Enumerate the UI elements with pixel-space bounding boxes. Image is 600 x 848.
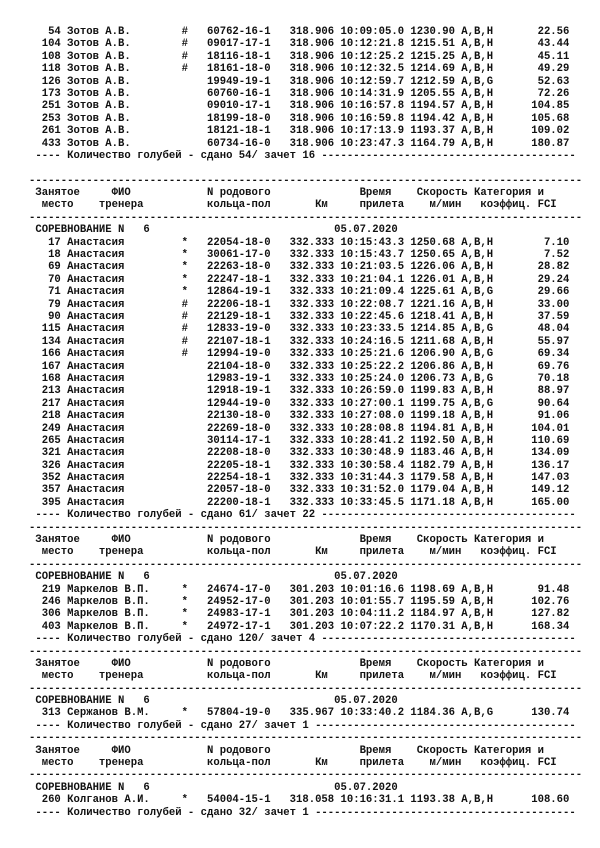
document-line: 306 Маркелов В.П. * 24983-17-1 301.203 10:04:11.2 1184.97 A,B,H 127.82 <box>29 608 570 621</box>
document-line: ---- Количество голубей - сдано 32/ зачет 1 ----------------------------------------- <box>29 806 576 819</box>
document-line: 313 Сержанов В.М. * 57804-19-0 335.967 10:33:40.2 1184.36 A,B,G 130.74 <box>29 707 570 720</box>
document-line: Занятое ФИО N родового Время Скорость Категория и <box>29 744 544 757</box>
document-line: 260 Колганов А.И. * 54004-15-1 318.058 10:16:31.1 1193.38 A,B,H 108.60 <box>29 794 570 807</box>
document-line: 126 Зотов А.В. 19949-19-1 318.906 10:12:59.7 1212.59 A,B,G 52.63 <box>29 75 570 88</box>
document-line: ---- Количество голубей - сдано 120/ зачет 4 ---------------------------------------- <box>29 633 576 646</box>
document-line: --------------------------------------------------------------------------------------- <box>29 645 583 658</box>
document-line: ---- Количество голубей - сдано 61/ зачет 22 ---------------------------------------- <box>29 509 576 522</box>
document-line: 326 Анастасия 22205-18-1 332.333 10:30:58.4 1182.79 A,B,H 136.17 <box>29 459 570 472</box>
document-line: 395 Анастасия 22200-18-1 332.333 10:33:45.5 1171.18 A,B,H 165.00 <box>29 496 570 509</box>
document-line: 219 Маркелов В.П. * 24674-17-0 301.203 10:01:16.6 1198.69 A,B,H 91.48 <box>29 583 570 596</box>
document-line: --------------------------------------------------------------------------------------- <box>29 682 583 695</box>
document-line: 79 Анастасия # 22206-18-1 332.333 10:22:08.7 1221.16 A,B,H 33.00 <box>29 298 570 311</box>
document-line: СОРЕВНОВАНИЕ N 6 05.07.2020 <box>29 224 398 237</box>
document-line: 18 Анастасия * 30061-17-0 332.333 10:15:43.7 1250.65 A,B,H 7.52 <box>29 249 570 262</box>
document-line: 166 Анастасия # 12994-19-0 332.333 10:25:21.6 1206.90 A,B,G 69.34 <box>29 348 570 361</box>
document-line: 261 Зотов А.В. 18121-18-1 318.906 10:17:13.9 1193.37 A,B,H 109.02 <box>29 125 570 138</box>
document-line: --------------------------------------------------------------------------------------- <box>29 732 583 745</box>
document-line: 71 Анастасия * 12864-19-1 332.333 10:21:09.4 1225.61 A,B,G 29.66 <box>29 286 570 299</box>
document-line: 90 Анастасия # 22129-18-1 332.333 10:22:45.6 1218.41 A,B,H 37.59 <box>29 310 570 323</box>
document-line: Занятое ФИО N родового Время Скорость Категория и <box>29 187 544 200</box>
document-line: место тренера кольца-пол Км прилета м/мин коэффиц. FCI <box>29 757 557 770</box>
document-line: 70 Анастасия * 22247-18-1 332.333 10:21:04.1 1226.01 A,B,H 29.24 <box>29 273 570 286</box>
document-line: 217 Анастасия 12944-19-0 332.333 10:27:00.1 1199.75 A,B,G 90.64 <box>29 397 570 410</box>
document-line: 69 Анастасия * 22263-18-0 332.333 10:21:03.5 1226.06 A,B,H 28.82 <box>29 261 570 274</box>
document-line: --------------------------------------------------------------------------------------- <box>29 769 583 782</box>
document-line: 108 Зотов А.В. # 18116-18-1 318.906 10:12:25.2 1215.25 A,B,H 45.11 <box>29 50 570 63</box>
document-line: 249 Анастасия 22269-18-0 332.333 10:28:08.8 1194.81 A,B,H 104.01 <box>29 422 570 435</box>
document-line: 251 Зотов А.В. 09010-17-1 318.906 10:16:57.8 1194.57 A,B,H 104.85 <box>29 100 570 113</box>
document-line: --------------------------------------------------------------------------------------- <box>29 558 583 571</box>
document-line: 246 Маркелов В.П. * 24952-17-0 301.203 10:01:55.7 1195.59 A,B,H 102.76 <box>29 595 570 608</box>
document-line: место тренера кольца-пол Км прилета м/мин коэффиц. FCI <box>29 199 557 212</box>
document-line: 253 Зотов А.В. 18199-18-0 318.906 10:16:59.8 1194.42 A,B,H 105.68 <box>29 112 570 125</box>
document-line: --------------------------------------------------------------------------------------- <box>29 211 583 224</box>
document-line: 352 Анастасия 22254-18-1 332.333 10:31:44.3 1179.58 A,B,H 147.03 <box>29 472 570 485</box>
document-line: 104 Зотов А.В. # 09017-17-1 318.906 10:12:21.8 1215.51 A,B,H 43.44 <box>29 38 570 51</box>
document-line: Занятое ФИО N родового Время Скорость Категория и <box>29 534 544 547</box>
document-line: --------------------------------------------------------------------------------------- <box>29 521 583 534</box>
document-line: 321 Анастасия 22208-18-0 332.333 10:30:48.9 1183.46 A,B,H 134.09 <box>29 447 570 460</box>
document-line: СОРЕВНОВАНИЕ N 6 05.07.2020 <box>29 695 398 708</box>
document-line: --------------------------------------------------------------------------------------- <box>29 174 583 187</box>
document-line: 403 Маркелов В.П. * 24972-17-1 301.203 10:07:22.2 1170.31 A,B,H 168.34 <box>29 620 570 633</box>
document-line: СОРЕВНОВАНИЕ N 6 05.07.2020 <box>29 781 398 794</box>
document-line: ---- Количество голубей - сдано 54/ зачет 16 ---------------------------------------- <box>29 149 576 162</box>
document-line: место тренера кольца-пол Км прилета м/мин коэффиц. FCI <box>29 546 557 559</box>
document-line: 173 Зотов А.В. 60760-16-1 318.906 10:14:31.9 1205.55 A,B,H 72.26 <box>29 87 570 100</box>
document-line: 17 Анастасия * 22054-18-0 332.333 10:15:43.3 1250.68 A,B,H 7.10 <box>29 236 570 249</box>
document-line: 134 Анастасия # 22107-18-1 332.333 10:24:16.5 1211.68 A,B,H 55.97 <box>29 335 570 348</box>
document-line <box>29 162 600 174</box>
document-line: СОРЕВНОВАНИЕ N 6 05.07.2020 <box>29 571 398 584</box>
document-line: 118 Зотов А.В. # 18161-18-0 318.906 10:12:32.5 1214.69 A,B,H 49.29 <box>29 63 570 76</box>
document-line: 357 Анастасия 22057-18-0 332.333 10:31:52.0 1179.04 A,B,H 149.12 <box>29 484 570 497</box>
document-line: 213 Анастасия 12918-19-1 332.333 10:26:59.0 1199.83 A,B,H 88.97 <box>29 385 570 398</box>
document-line: ---- Количество голубей - сдано 27/ зачет 1 ----------------------------------------- <box>29 719 576 732</box>
document-line: 433 Зотов А.В. 60734-16-0 318.906 10:23:47.3 1164.79 A,B,H 180.87 <box>29 137 570 150</box>
document-line: 54 Зотов А.В. # 60762-16-1 318.906 10:09:05.0 1230.90 A,B,H 22.56 <box>29 26 570 38</box>
document-line: место тренера кольца-пол Км прилета м/мин коэффиц. FCI <box>29 670 557 683</box>
document-line: 168 Анастасия 12983-19-1 332.333 10:25:24.0 1206.73 A,B,G 70.18 <box>29 372 570 385</box>
document-line: 218 Анастасия 22130-18-0 332.333 10:27:08.0 1199.18 A,B,H 91.06 <box>29 410 570 423</box>
document-line: Занятое ФИО N родового Время Скорость Категория и <box>29 657 544 670</box>
document-line: 167 Анастасия 22104-18-0 332.333 10:25:22.2 1206.86 A,B,H 69.76 <box>29 360 570 373</box>
document-line: 115 Анастасия # 12833-19-0 332.333 10:23:33.5 1214.85 A,B,G 48.04 <box>29 323 570 336</box>
document-line: 265 Анастасия 30114-17-1 332.333 10:28:41.2 1192.50 A,B,H 110.69 <box>29 434 570 447</box>
